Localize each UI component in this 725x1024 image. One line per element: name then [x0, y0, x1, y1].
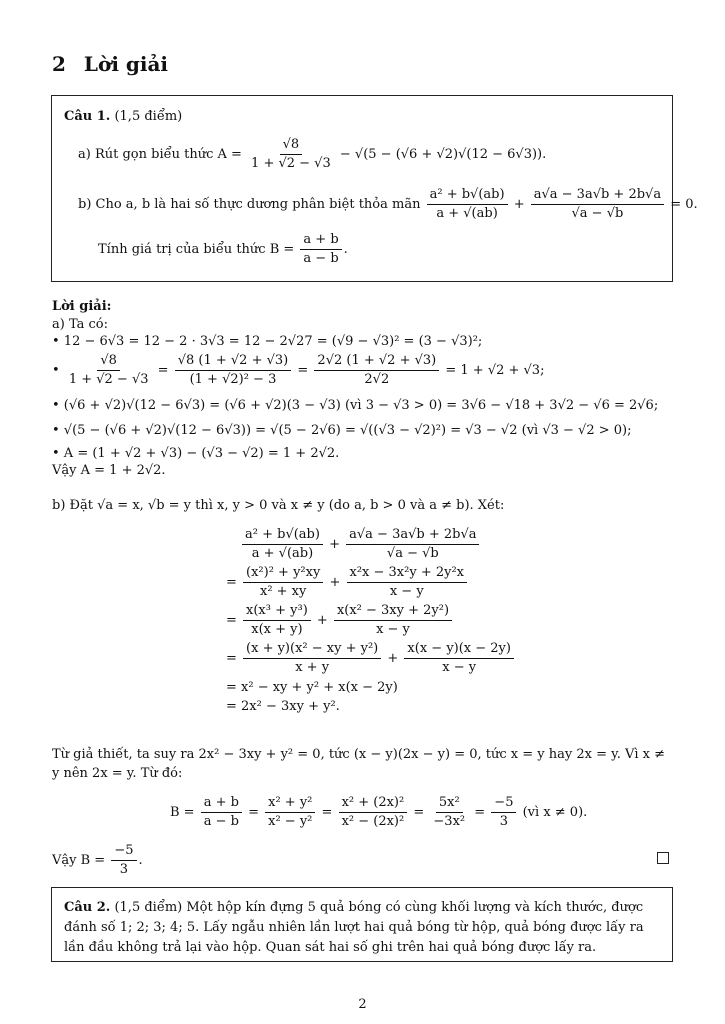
section-title: Lời giải [83, 52, 169, 76]
question-1b-text: b) Cho a, b là hai số thực dương phân biệt thỏa mãn [78, 197, 421, 212]
fraction-denominator: x − y [376, 622, 410, 637]
period: . [138, 853, 143, 868]
fraction [347, 565, 468, 600]
derivation-step-4: = $\frac{\text{(x + y)(x² − xy + y²)}}{x + y}$ + $\frac{x(x - y)(x - 2y)}{x - y}$ [226, 640, 516, 678]
solution-line-2 [52, 350, 544, 392]
fraction-denominator: a + √(ab) [251, 546, 314, 561]
fraction-numerator: x(x − y)(x − 2y) [404, 641, 514, 659]
fraction-denominator: a + √(ab) [436, 206, 498, 221]
fraction [314, 353, 439, 388]
fraction [404, 641, 514, 676]
question-1-label: Câu 1. [64, 109, 111, 124]
final-label: Vậy B = [52, 853, 106, 868]
question-1a-text: a) Rút gọn biểu thức A = [78, 147, 242, 162]
question-1b-fraction-3 [300, 232, 341, 267]
question-1b-task [98, 231, 348, 269]
solution-line-3: • (√6 + √2)√(12 − 6√3) = (√6 + √2)(3 − √3) (vì 3 − √3 > 0) = 3√6 − √18 + 3√2 − √6 = 2√6; [52, 398, 659, 413]
question-2-label: Câu 2. [64, 900, 111, 915]
fraction-numerator: a√a − 3a√b + 2b√a [531, 187, 664, 205]
fraction [242, 527, 323, 562]
equals-zero: = 0. [670, 197, 698, 212]
fraction-denominator: a − b [203, 814, 239, 829]
derivation-step-2: = $\frac{\text{(x²)² + y²xy}}{\text{x² + xy}}$ + $\frac{\text{x²x − 3x²y + 2y²x}}{x - y}$ [226, 564, 516, 602]
solution-line-2-tail: = 1 + √2 + √3; [445, 363, 545, 378]
derivation-step-3: = $\frac{\text{x(x³ + y³)}}{x(x + y)}$ + $\frac{\text{x(x² − 3xy + 2y²)}}{x - y}$ [226, 602, 516, 640]
section-heading [52, 52, 168, 76]
fraction-denominator: x² − (2x)² [341, 814, 405, 829]
fraction-denominator: x² − y² [268, 814, 313, 829]
fraction-numerator: −5 [491, 795, 516, 813]
fraction [346, 527, 479, 562]
equals-sign: = [157, 363, 169, 378]
fraction [491, 795, 516, 830]
fraction-denominator: √a − √b [386, 546, 439, 561]
fraction [243, 603, 311, 638]
fraction [334, 603, 452, 638]
fraction-denominator: √a − √b [571, 206, 624, 221]
fraction-denominator: a − b [303, 251, 339, 266]
fraction-denominator: 3 [499, 814, 509, 829]
derivation-block [226, 526, 516, 716]
fraction-numerator: a√a − 3a√b + 2b√a [346, 527, 479, 545]
fraction-denominator: x − y [389, 584, 424, 599]
bullet: • [52, 363, 60, 378]
B-label: B = [170, 805, 195, 820]
fraction-denominator: −3x² [433, 814, 466, 829]
fraction-denominator: x² + xy [259, 584, 307, 599]
fraction-denominator: 1 + √2 − √3 [68, 372, 149, 387]
fraction [111, 843, 136, 878]
fraction-numerator: √8 [280, 137, 303, 155]
solution-heading: Lời giải: [52, 299, 112, 314]
derivation-step-6: = 2x² − 3xy + y². [226, 699, 340, 714]
question-1a-rest: − √(5 − (√6 + √2)√(12 − 6√3)). [339, 147, 547, 162]
solution-line-6: Vậy A = 1 + 2√2. [52, 463, 166, 478]
question-1b-task-text: Tính giá trị của biểu thức B = [98, 242, 295, 257]
fraction [175, 353, 292, 388]
final-answer [52, 842, 143, 880]
fraction-numerator: a² + b√(ab) [242, 527, 323, 545]
solution-line-4: • √(5 − (√6 + √2)√(12 − 6√3)) = √(5 − 2√6) = √((√3 − √2)²) = √3 − √2 (vì √3 − √2 > 0); [52, 423, 632, 438]
question-2-body: (1,5 điểm) Một hộp kín đựng 5 quả bóng có cùng khối lượng và kích thước, được đánh số 1; 2; 3; 4; 5. Lấy ngẫu nhiên lần lượt hai quả bóng từ hộp, quả bóng được lấy ra lần đầu không trả lại vào hộp. Quan sát hai số ghi trên hai quả bóng được lấy ra. [64, 900, 644, 955]
derivation-step-5: = x² − xy + y² + x(x − 2y) [226, 680, 398, 695]
solution-a-intro: a) Ta có: [52, 317, 108, 332]
question-1a-fraction [248, 137, 334, 172]
fraction [339, 795, 408, 830]
fraction-numerator: x(x³ + y³) [243, 603, 311, 621]
derivation-step-1: $\frac{\text{a² + b√(ab)}}{a + √(ab)}$ + $\frac{a√a - 3a√b + 2b√a}{√a - √b}$ [226, 526, 516, 564]
fraction-numerator: x²x − 3x²y + 2y²x [347, 565, 468, 583]
question-1-header [64, 108, 182, 126]
B-condition: (vì x ≠ 0). [522, 805, 588, 820]
fraction-denominator: x + y [295, 660, 330, 675]
fraction-denominator: x(x + y) [251, 622, 303, 637]
fraction-denominator: (1 + √2)² − 3 [189, 372, 277, 387]
fraction-numerator: a² + b√(ab) [427, 187, 508, 205]
page-number: 2 [358, 997, 367, 1012]
question-1a [78, 136, 546, 174]
question-1b-fraction-1 [427, 187, 508, 222]
solution-paragraph: Từ giả thiết, ta suy ra 2x² − 3xy + y² = 0, tức (x − y)(2x − y) = 0, tức x = y hay 2x = y. Vì x ≠ y nên 2x = y. Từ đó: [52, 747, 666, 781]
B-computation: B = $\frac{a + b}{a - b}$ = $\frac{\text{x² + y²}}{\text{x² − y²}}$ = $\frac{\text{x² + (2x)²}}{\text{x² − (2x)²}}$ = $\frac{\text{5x²}}{\text{−3x²}}$ = $\frac{-5}{3}$ (vì x ≠ 0). [170, 795, 588, 829]
question-1-points: (1,5 điểm) [114, 109, 183, 124]
question-2-box [51, 887, 673, 962]
question-2-text [64, 898, 660, 958]
equals-sign: = [297, 363, 309, 378]
fraction-numerator: x² + y² [265, 795, 315, 813]
fraction [243, 641, 381, 676]
fraction-denominator: 3 [119, 862, 129, 877]
section-number: 2 [52, 52, 66, 76]
fraction-denominator: 1 + √2 − √3 [251, 156, 331, 171]
fraction [430, 795, 468, 830]
fraction-numerator: x(x² − 3xy + 2y²) [334, 603, 452, 621]
fraction-numerator: (x + y)(x² − xy + y²) [243, 641, 381, 659]
fraction-numerator: √8 (1 + √2 + √3) [175, 353, 292, 371]
question-1-box [51, 95, 698, 282]
fraction-numerator: (x²)² + y²xy [243, 565, 323, 583]
plus-sign: + [513, 197, 525, 212]
fraction-numerator: √8 [97, 353, 120, 371]
solution-b-intro: b) Đặt √a = x, √b = y thì x, y > 0 và x ≠ y (do a, b > 0 và a ≠ b). Xét: [52, 498, 505, 513]
fraction-denominator: 2√2 [364, 372, 390, 387]
fraction [265, 795, 315, 830]
period: . [343, 242, 348, 257]
fraction-numerator: −5 [111, 843, 136, 861]
fraction [201, 795, 242, 830]
fraction-numerator: 5x² [436, 795, 463, 813]
fraction-numerator: x² + (2x)² [339, 795, 408, 813]
fraction-numerator: a + b [300, 232, 341, 250]
fraction-numerator: 2√2 (1 + √2 + √3) [314, 353, 439, 371]
question-1b [78, 186, 698, 224]
fraction [66, 353, 152, 388]
fraction-numerator: a + b [201, 795, 242, 813]
question-1b-fraction-2 [531, 187, 664, 222]
solution-line-1: • 12 − 6√3 = 12 − 2 · 3√3 = 12 − 2√27 = (√9 − √3)² = (3 − √3)²; [52, 334, 483, 349]
qed-square-icon [657, 852, 669, 864]
solution-line-5: • A = (1 + √2 + √3) − (√3 − √2) = 1 + 2√2. [52, 446, 340, 461]
fraction-denominator: x − y [442, 660, 477, 675]
fraction [243, 565, 323, 600]
